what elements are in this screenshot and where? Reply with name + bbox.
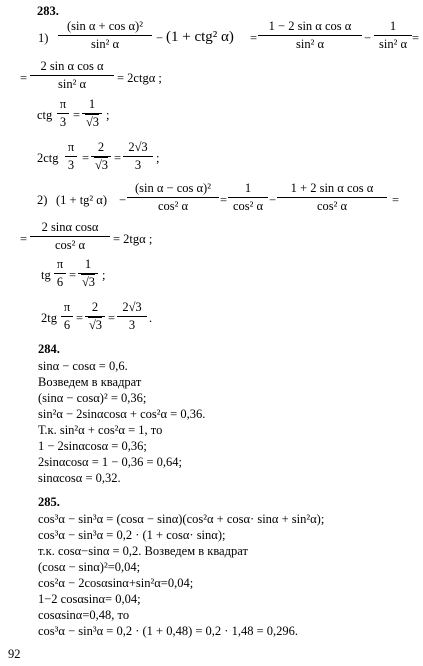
fraction: $\frac{1}{√3}$ <box>82 98 102 128</box>
fraction: $\frac{\text{1 − 2 sin α cos α}}{\text{sin² α}}$ <box>258 20 362 50</box>
fraction: $\frac{\pi}{6}$ <box>54 258 66 288</box>
solution-line: 2sinαcosα = 1 − 0,36 = 0,64; <box>38 455 182 469</box>
fraction: $\frac{1}{\text{sin² α}}$ <box>374 20 412 50</box>
fraction: $\frac{\pi}{6}$ <box>61 301 73 331</box>
solution-line: Возведем в квадрат <box>38 375 142 389</box>
fraction: $\frac{2}{√3}$ <box>85 301 105 331</box>
solution-line: cos³α − sin³α = 0,2 · (1 + cosα· sinα); <box>38 528 226 542</box>
fraction: $\frac{1}{\text{cos² α}}$ <box>228 182 268 212</box>
fraction: $\frac{\text{1 + 2 sin α cos α}}{\text{cos² α}}$ <box>277 182 387 212</box>
fraction: $\frac{\pi}{3}$ <box>57 98 69 128</box>
problem-number: 283. <box>37 4 59 18</box>
solution-line: 1 − 2sinαcosα = 0,36; <box>38 439 147 453</box>
problem-number: 285. <box>38 495 60 509</box>
solution-line: т.к. cosα−sinα = 0,2. Возведем в квадрат <box>38 544 248 558</box>
fraction: $\frac{\text{(sin α − cos α)²}}{\text{cos² α}}$ <box>127 182 219 212</box>
fraction: $\frac{2√3}{3}$ <box>123 141 153 171</box>
solution-line: Т.к. sin²α + cos²α = 1, то <box>38 423 163 437</box>
fraction: $\frac{\pi}{3}$ <box>65 141 77 171</box>
fraction: $\frac{\text{2 sin α cos α}}{\text{sin² α}}$ <box>30 60 114 90</box>
solution-line: (cosα − sinα)²=0,04; <box>38 560 141 574</box>
solution-line: sinαcosα = 0,32. <box>38 471 121 485</box>
solution-line: cos³α − sin³α = 0,2 · (1 + 0,48) = 0,2 · 1,48 = 0,296. <box>38 624 298 638</box>
solution-line: 1−2 cosαsinα= 0,04; <box>38 592 141 606</box>
fraction: $\frac{1}{√3}$ <box>78 258 98 288</box>
solution-line: cos³α − sin³α = (cosα − sinα)(cos²α + cosα· sinα + sin²α); <box>38 512 325 526</box>
fraction: $\frac{\text{(sin α + cos α)²}}{\text{sin² α}}$ <box>58 20 152 50</box>
page-number: 92 <box>8 647 21 661</box>
item-label: 2) <box>37 193 48 207</box>
fraction: $\frac{\text{2 sinα cosα}}{\text{cos² α}}$ <box>30 221 110 251</box>
problem-number: 284. <box>38 342 60 356</box>
solution-line: sinα − cosα = 0,6. <box>38 359 128 373</box>
solution-line: cosαsinα=0,48, то <box>38 608 130 622</box>
fraction: $\frac{2√3}{3}$ <box>117 301 147 331</box>
solution-line: cos²α − 2cosαsinα+sin²α=0,04; <box>38 576 194 590</box>
solution-line: (sinα − cosα)² = 0,36; <box>38 391 147 405</box>
item-label: 1) <box>38 31 49 45</box>
solution-line: sin²α − 2sinαcosα + cos²α = 0,36. <box>38 407 206 421</box>
bracket-term: (1 + ctg² α) <box>166 29 234 45</box>
fraction: $\frac{2}{√3}$ <box>91 141 111 171</box>
